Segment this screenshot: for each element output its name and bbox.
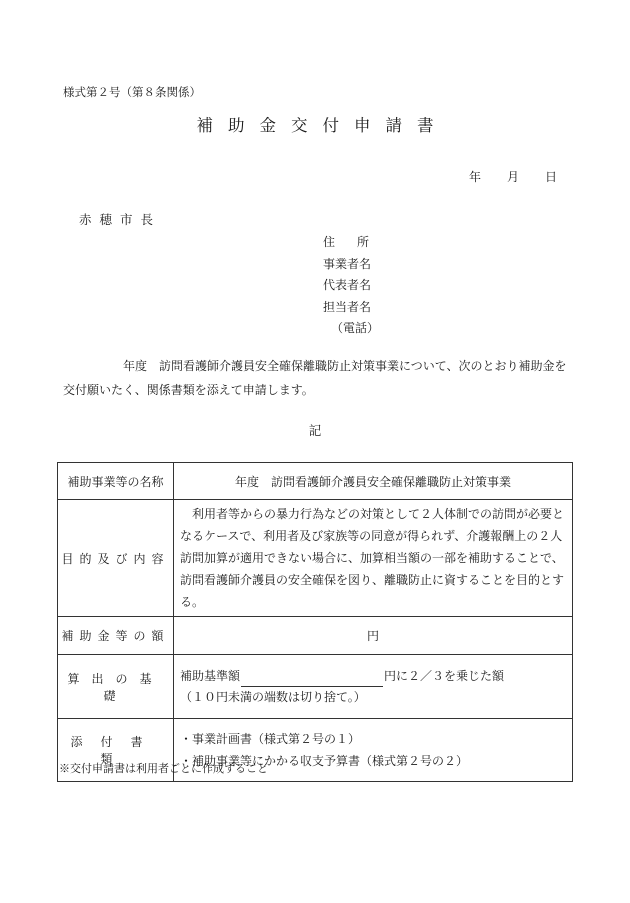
value-amount: 円 [174, 617, 573, 655]
applicant-block [323, 232, 379, 340]
amount-blank [241, 673, 383, 687]
application-statement: 年度 訪問看護師介護員安全確保離職防止対策事業について、次のとおり補助金を交付願いたく、関係書類を添えて申請します。 [63, 359, 567, 397]
applicant-representative: 代表者名 [323, 278, 372, 292]
label-amount: 補助金等の額 [58, 617, 174, 655]
table-row [58, 500, 573, 617]
basis-prefix: 補助基準額 [180, 668, 241, 683]
basis-line-2: （１０円未満の端数は切り捨て。） [180, 689, 366, 704]
label-purpose: 目的及び内容 [58, 500, 174, 617]
value-calculation-basis [174, 655, 573, 719]
address-label-b: 所 [357, 235, 370, 249]
applicant-business-name: 事業者名 [323, 256, 372, 271]
date-month: 月 [507, 170, 520, 184]
attachment-item-1: ・事業計画書（様式第２号の１） [180, 732, 361, 746]
label-attachments: 添付書類 [58, 719, 174, 782]
table-row [58, 617, 573, 655]
address-label-a: 住 [323, 235, 336, 249]
label-calculation-basis: 算出の基礎 [58, 655, 174, 719]
value-purpose: 利用者等からの暴力行為などの対策として２人体制での訪問が必要となるケースで、利用者及び家族等の同意が得られず、介護報酬上の２人訪問加算が適用できない場合に、加算相当額の一部を補助することで、訪問看護師介護員の安全確保を図り、離職防止に資することを目的とする。 [174, 500, 573, 617]
value-project-name: 年度 訪問看護師介護員安全確保離職防止対策事業 [174, 463, 573, 500]
applicant-phone: （電話） [331, 321, 380, 335]
date-year: 年 [469, 170, 482, 184]
basis-line-1 [174, 666, 572, 687]
basis-suffix: 円に２／３を乗じた額 [384, 668, 505, 683]
date-line [469, 168, 557, 185]
ki-heading: 記 [308, 423, 322, 438]
applicant-contact-person: 担当者名 [323, 299, 372, 314]
document-title: 補助金交付申請書 [196, 116, 449, 135]
date-day: 日 [545, 170, 558, 184]
attachment-item-2: ・補助事業等にかかる収支予算書（様式第２号の２） [180, 754, 469, 768]
application-table [57, 462, 573, 782]
applicant-address [323, 232, 379, 254]
addressee: 赤穂市長 [79, 212, 162, 227]
table-row [58, 463, 573, 500]
form-number: 様式第２号（第８条関係） [63, 85, 201, 99]
table-row [58, 655, 573, 719]
footnote: ※交付申請書は利用者ごとに作成すること [59, 762, 268, 775]
label-project-name: 補助事業等の名称 [58, 463, 174, 500]
